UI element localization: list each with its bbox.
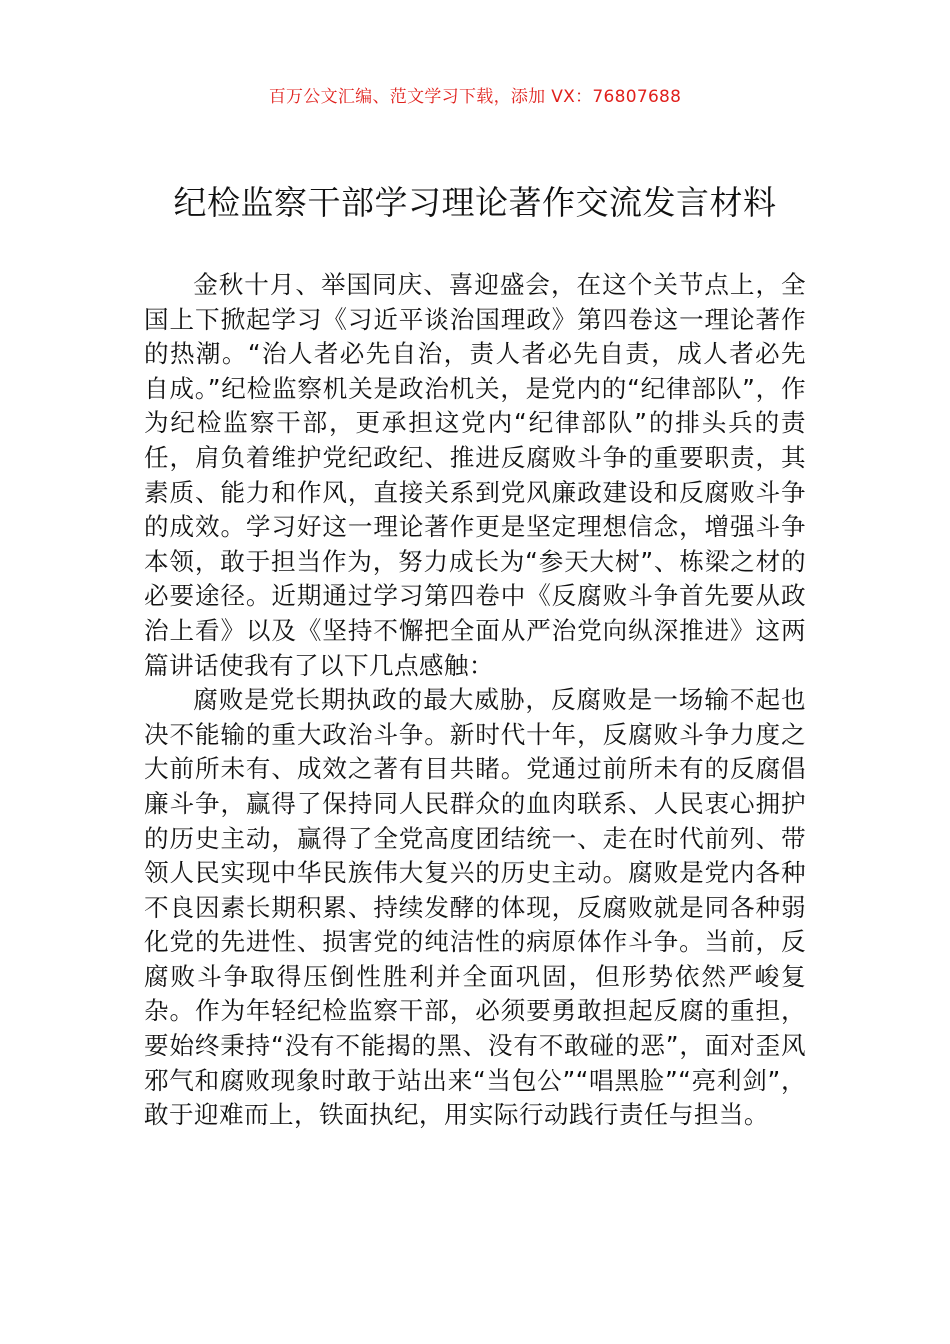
document-title: 纪检监察干部学习理论著作交流发言材料 xyxy=(173,183,777,222)
body-paragraph-1: 金秋十月、举国同庆、喜迎盛会，在这个关节点上，全国上下掀起学习《习近平谈治国理政》第四卷这一理论著作的热潮。“治人者必先自治，责人者必先自责，成人者必先自成。”纪检监察机关是政治机关，是党内的“纪律部队”，作为纪检监察干部，更承担这党内“纪律部队”的排头兵的责任，肩负着维护党纪政纪、推进反腐败斗争的重要职责，其素质、能力和作风，直接关系到党风廉政建设和反腐败斗争的成效。学习好这一理论著作更是坚定理想信念，增强斗争本领，敢于担当作为，努力成长为“参天大树”、栋梁之材的必要途径。近期通过学习第四卷中《反腐败斗争首先要从政治上看》以及《坚持不懈把全面从严治党向纵深推进》这两篇讲话使我有了以下几点感触： xyxy=(144,270,806,680)
body-paragraph-2: 腐败是党长期执政的最大威胁，反腐败是一场输不起也决不能输的重大政治斗争。新时代十年，反腐败斗争力度之大前所未有、成效之著有目共睹。党通过前所未有的反腐倡廉斗争，赢得了保持同人民群众的血肉联系、人民衷心拥护的历史主动，赢得了全党高度团结统一、走在时代前列、带领人民实现中华民族伟大复兴的历史主动。腐败是党内各种不良因素长期积累、持续发酵的体现，反腐败就是同各种弱化党的先进性、损害党的纯洁性的病原体作斗争。当前，反腐败斗争取得压倒性胜利并全面巩固，但形势依然严峻复杂。作为年轻纪检监察干部，必须要勇敢担起反腐的重担，要始终秉持“没有不能揭的黑、没有不敢碰的恶”，面对歪风邪气和腐败现象时敢于站出来“当包公”“唱黑脸”“亮利剑”，敢于迎难而上，铁面执纪，用实际行动践行责任与担当。 xyxy=(144,685,806,1130)
document-body xyxy=(144,268,806,1133)
header-notice: 百万公文汇编、范文学习下载，添加 VX：76807688 xyxy=(268,87,682,107)
